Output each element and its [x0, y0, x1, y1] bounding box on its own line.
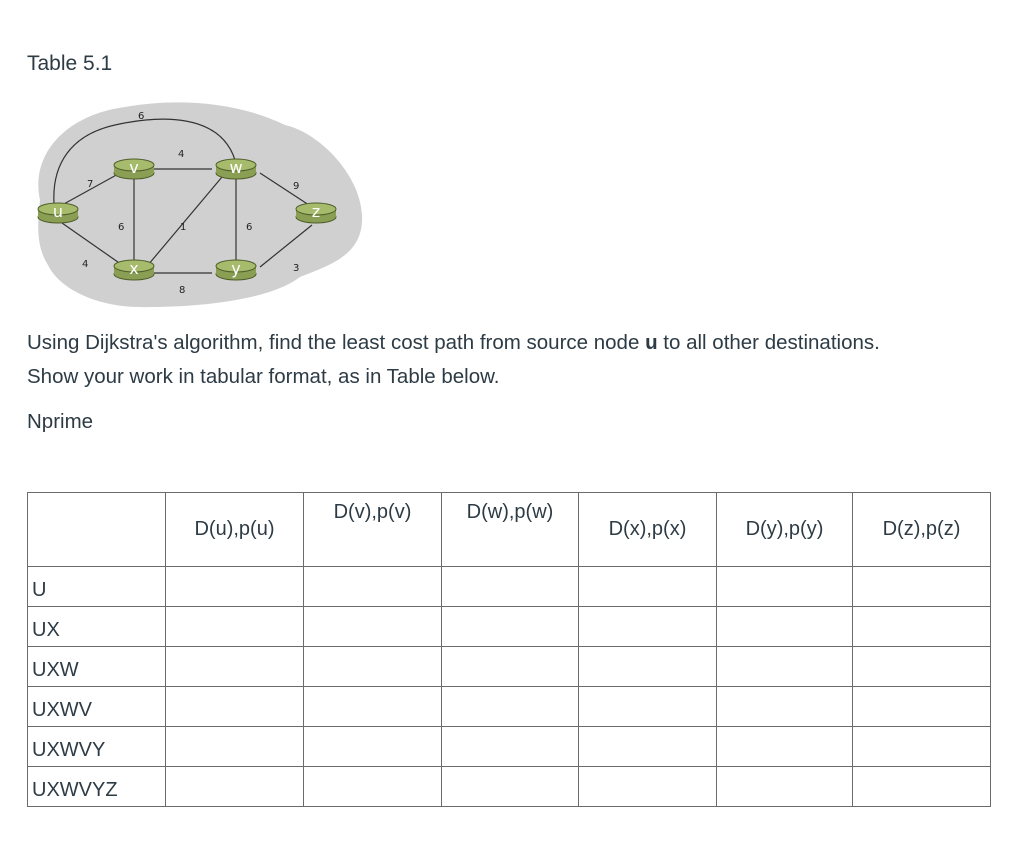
cell-dw: [442, 767, 579, 807]
header-dw: D(w),p(w): [442, 493, 579, 567]
cell-dw: [442, 647, 579, 687]
source-node: u: [645, 331, 658, 354]
cell-du: [166, 647, 304, 687]
dijkstra-table: [27, 492, 991, 807]
cell-dw: [442, 607, 579, 647]
edge-label-u-v: 7: [87, 179, 94, 190]
router-w: [216, 158, 256, 179]
cell-dv: [304, 567, 442, 607]
table-row: [28, 647, 991, 687]
question-line-1-start: Using Dijkstra's algorithm, find the least cost path from source node: [27, 331, 646, 354]
cell-dx: [579, 767, 717, 807]
cell-dz: [853, 567, 991, 607]
question-line-2: Show your work in tabular format, as in Table below.: [27, 365, 500, 388]
cell-du: [166, 687, 304, 727]
router-label-z: z: [311, 202, 321, 221]
edge-label-w-y: 6: [246, 222, 253, 233]
router-x: [114, 259, 154, 280]
cell-du: [166, 567, 304, 607]
header-dz: D(z),p(z): [853, 493, 991, 567]
cell-dv: [304, 727, 442, 767]
cell-dy: [717, 607, 853, 647]
edge-label-x-w: 1: [180, 222, 187, 233]
header-step: [28, 493, 166, 567]
cell-dx: [579, 727, 717, 767]
question-line-1-end: to all other destinations.: [657, 331, 880, 354]
router-label-u: u: [52, 202, 64, 221]
cell-dz: [853, 607, 991, 647]
question-line-1: [27, 326, 880, 360]
table-row: [28, 607, 991, 647]
step-cell: UXWVY: [28, 727, 166, 767]
cell-dz: [853, 687, 991, 727]
header-dv: D(v),p(v): [304, 493, 442, 567]
router-z: [296, 202, 336, 223]
cell-dv: [304, 607, 442, 647]
router-u: [38, 202, 78, 223]
router-label-y: y: [231, 259, 241, 278]
cell-dx: [579, 607, 717, 647]
table-row: [28, 567, 991, 607]
router-v: [114, 158, 154, 179]
edge-label-y-z: 3: [293, 263, 300, 274]
edge-label-v-w: 4: [178, 149, 185, 160]
cell-du: [166, 767, 304, 807]
table-row: [28, 727, 991, 767]
step-cell: U: [28, 567, 166, 607]
step-cell: UX: [28, 607, 166, 647]
edge-label-x-y: 8: [179, 285, 186, 296]
cell-dz: [853, 647, 991, 687]
table-caption: Table 5.1: [27, 52, 113, 75]
cell-dy: [717, 647, 853, 687]
table-row: [28, 767, 991, 807]
step-cell: UXWVYZ: [28, 767, 166, 807]
edge-label-w-z: 9: [293, 181, 300, 192]
cell-dv: [304, 767, 442, 807]
cell-du: [166, 607, 304, 647]
edge-label-u-x: 4: [82, 259, 89, 270]
edge-label-v-x: 6: [118, 222, 125, 233]
table-header-row: [28, 493, 991, 567]
cell-dw: [442, 727, 579, 767]
router-label-x: x: [129, 259, 139, 278]
question-text: [27, 326, 880, 394]
cell-dw: [442, 567, 579, 607]
cell-dx: [579, 687, 717, 727]
router-label-w: w: [229, 158, 243, 177]
cell-dz: [853, 727, 991, 767]
cell-dy: [717, 727, 853, 767]
cell-dy: [717, 567, 853, 607]
cell-dv: [304, 647, 442, 687]
router-label-v: v: [129, 158, 139, 177]
cell-dx: [579, 567, 717, 607]
cell-dw: [442, 687, 579, 727]
step-cell: UXW: [28, 647, 166, 687]
cell-dy: [717, 687, 853, 727]
edge-label-u-w: 6: [138, 111, 145, 122]
step-cell: UXWV: [28, 687, 166, 727]
router-y: [216, 259, 256, 280]
header-dx: D(x),p(x): [579, 493, 717, 567]
cell-dv: [304, 687, 442, 727]
nprime-label: Nprime: [27, 410, 94, 433]
network-graph: [30, 95, 364, 311]
cell-dz: [853, 767, 991, 807]
header-du: D(u),p(u): [166, 493, 304, 567]
header-dy: D(y),p(y): [717, 493, 853, 567]
cell-du: [166, 727, 304, 767]
table-row: [28, 687, 991, 727]
cell-dy: [717, 767, 853, 807]
cell-dx: [579, 647, 717, 687]
